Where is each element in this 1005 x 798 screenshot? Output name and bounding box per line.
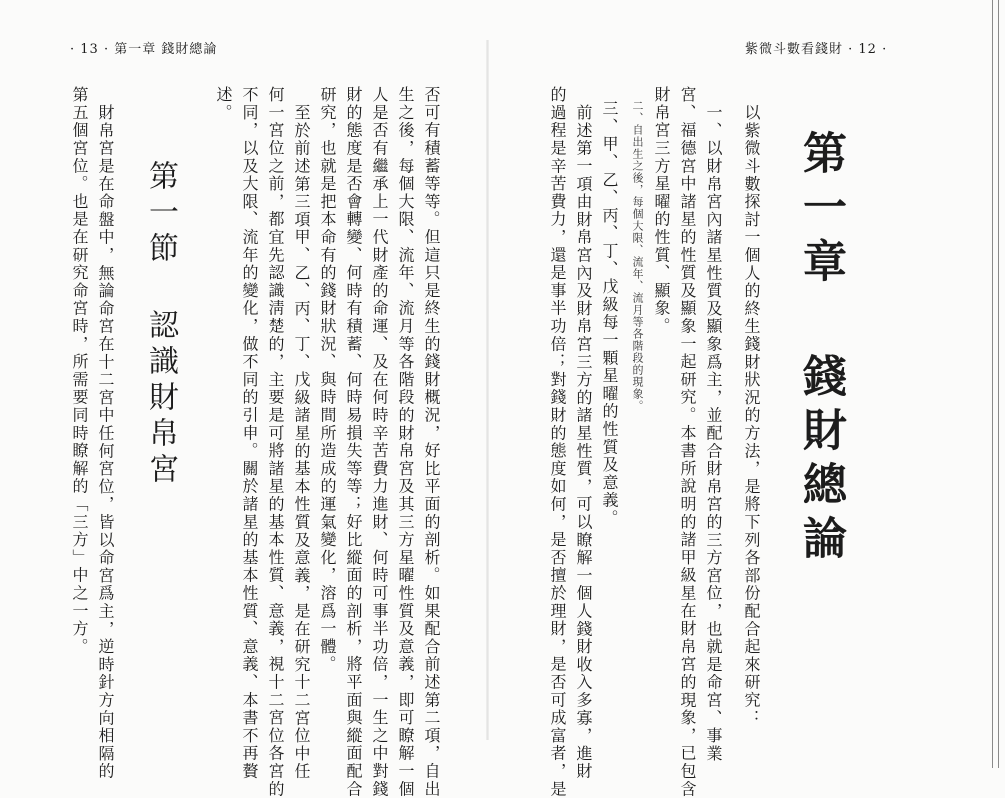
page-edge bbox=[998, 0, 999, 768]
right-column-1: 以紫微斗數探討一個人的終生錢財狀況的方法，是將下列各部份配合起來研究： bbox=[742, 104, 761, 727]
right-column-2: 一、以財帛宮內諸星性質及顯象爲主，並配合財帛宮的三方宮位，也就是命宮、事業 bbox=[704, 104, 723, 763]
right-column-6: 三、甲、乙、丙、丁、戊級每一顆星曜的性質及意義。 bbox=[600, 100, 619, 528]
right-column-3: 宮、福德宮中諸星的性質及顯象一起研究。本書所說明的諸甲級星在財帛宮的現象，已包含 bbox=[678, 86, 697, 798]
left-column-1: 否可有積蓄等等。但這只是終生的錢財概況，好比平面的剖析。如果配合前述第二項，自出 bbox=[422, 86, 441, 798]
left-column-3: 人是否有繼承上一代財產的命運、及在何時辛苦費力進財、何時可事半功倍，一生之中對錢 bbox=[370, 86, 389, 798]
page-gutter bbox=[486, 40, 489, 740]
left-column-8: 不同，以及大限、流年的變化，做不同的引申。關於諸星的基本性質、意義、本書不再贅 bbox=[240, 86, 259, 781]
left-column-9: 述。 bbox=[214, 86, 233, 122]
left-column-5: 研究，也就是把本命有的錢財狀況、與時間所造成的運氣變化，溶爲一體。 bbox=[318, 86, 337, 674]
left-column-2: 生之後，每個大限、流年、流月等各階段的財帛宮及其三方星曜性質及意義，即可瞭解一個 bbox=[396, 86, 415, 798]
left-column-6: 至於前述第三項甲、乙、丙、丁、戊級諸星的基本性質及意義，是在研究十二宮位中任 bbox=[292, 104, 311, 781]
right-column-7: 前述第一項由財帛宮內及財帛宮三方的諸星性質，可以瞭解一個人錢財收入多寡，進財 bbox=[574, 104, 593, 781]
section-title: 第一節 認識財帛宮 bbox=[143, 160, 178, 489]
left-column-7: 何一宮位之前，都宜先認識淸楚的，主要是可將諸星的基本性質、意義，視十二宮位各宮的 bbox=[266, 86, 285, 798]
left-column-4: 財的態度是否會轉變、何時有積蓄、何時易損失等等；好比縱面的剖析，將平面與縱面配合 bbox=[344, 86, 363, 798]
right-page-header: 紫微斗數看錢財 · 12 · bbox=[745, 42, 888, 57]
left-page-header: · 13 · 第一章 錢財總論 bbox=[70, 42, 218, 57]
right-column-5: 二、自出生之後，每個大限、流年、流月等各階段的現象。 bbox=[631, 100, 644, 412]
right-column-4: 財帛宮三方星曜的性質、顯象。 bbox=[652, 86, 671, 336]
right-column-8: 的過程是辛苦費力，還是事半功倍；對錢財的態度如何，是否擅於理財，是否可成富者，是 bbox=[548, 86, 567, 798]
left-column-11: 第五個宮位。也是在研究命宮時，所需要同時瞭解的「三方」中之一方。 bbox=[70, 86, 89, 656]
page-edge bbox=[992, 0, 993, 768]
chapter-title: 第一章 錢財總論 bbox=[795, 130, 846, 569]
left-column-10: 財帛宮是在命盤中，無論命宮在十二宮中任何宮位，皆以命宮爲主，逆時針方向相隔的 bbox=[96, 104, 115, 781]
